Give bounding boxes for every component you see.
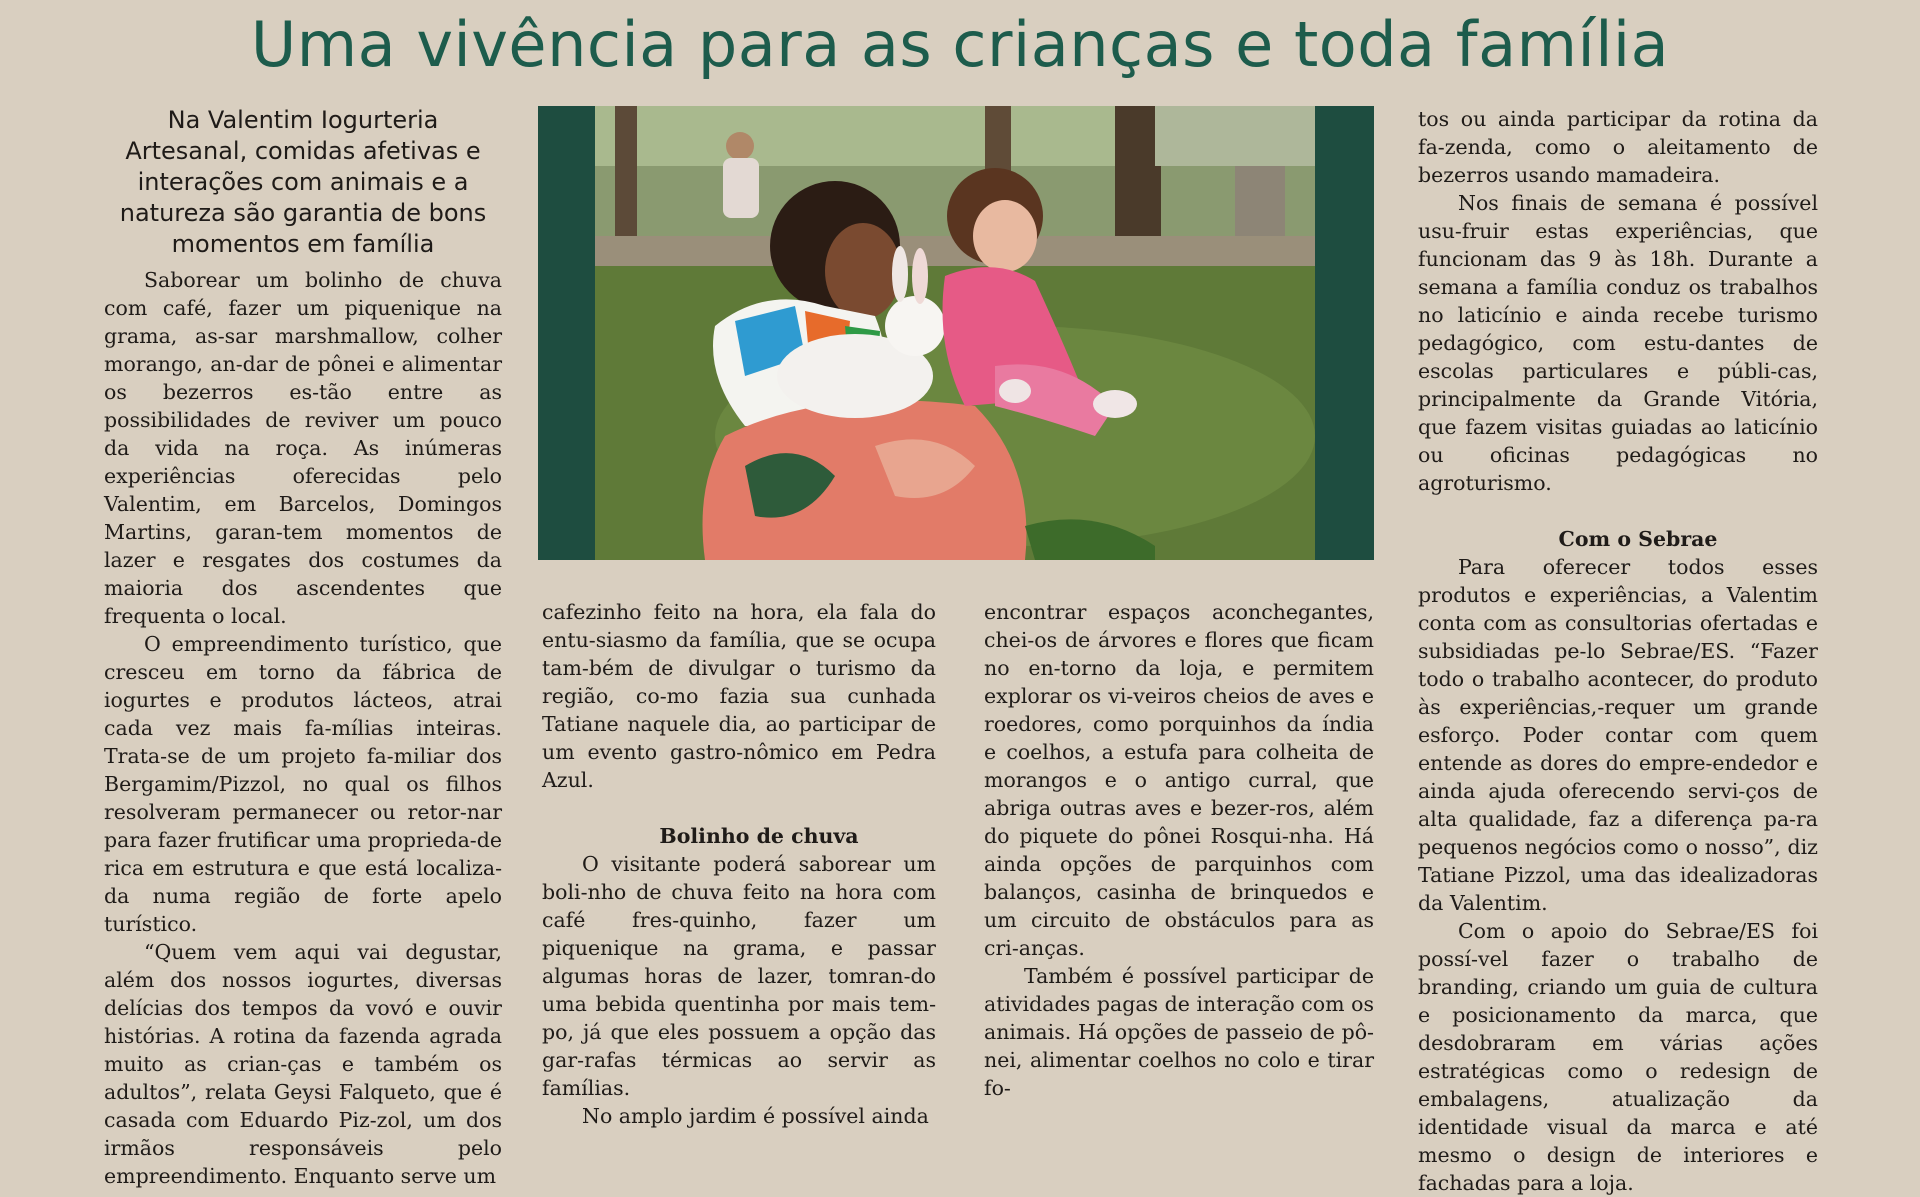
paragraph: encontrar espaços aconchegantes, chei-os de árvores e flores que ficam no en-torno da loja, e permitem explorar os vi-veiros cheios de aves e roedores, como porquinhos da índia e coelhos, a estufa para colheita de morangos e o antigo curral, que abriga outras aves e bezer-ros, além do piquete do pônei Rosqui-nha. Há ainda opções de parquinhos com balanços, casinha de brinquedos e um circuito de obstáculos para as cri-anças. bbox=[984, 600, 1374, 960]
article-column-3 bbox=[984, 598, 1374, 1102]
article-column-2 bbox=[542, 598, 936, 1130]
section-subhead: Com o Sebrae bbox=[1558, 527, 1718, 551]
paragraph: Saborear um bolinho de chuva com café, fazer um piquenique na grama, as-sar marshmallow, colher morango, an-dar de pônei e alimentar os bezerros es-tão entre as possibilidades de reviver um pouco da vida na roça. As inúmeras experiências oferecidas pelo Valentim, em Barcelos, Domingos Martins, garan-tem momentos de lazer e resgates dos costumes da maioria dos ascendentes que frequenta o local. bbox=[104, 268, 502, 628]
article-column-1 bbox=[104, 105, 502, 1190]
paragraph: Também é possível participar de atividades pagas de interação com os animais. Há opções de passeio de pô-nei, alimentar coelhos no colo e tirar fo- bbox=[984, 964, 1374, 1100]
article-photo bbox=[538, 106, 1374, 560]
article-column-4 bbox=[1418, 105, 1818, 1197]
section-subhead: Bolinho de chuva bbox=[659, 824, 859, 848]
paragraph: O empreendimento turístico, que cresceu em torno da fábrica de iogurtes e produtos lácteos, atrai cada vez mais fa-mílias inteiras. Trata-se de um projeto fa-miliar dos Bergamim/Pizzol, no qual os filhos resolveram permanecer ou retor-nar para fazer frutificar uma proprieda-de rica em estrutura e que está localiza-da numa região de forte apelo turístico. bbox=[104, 632, 502, 936]
children-with-rabbit-photo bbox=[595, 106, 1315, 560]
page-title: Uma vivência para as crianças e toda família bbox=[250, 8, 1670, 81]
paragraph: Para oferecer todos esses produtos e experiências, a Valentim conta com as consultorias ofertadas e subsidiadas pe-lo Sebrae/ES. “Fazer todo o trabalho acontecer, do produto às experiências,-requer um grande esforço. Poder contar com quem entende as dores do empre-endedor e ainda ajuda oferecendo servi-ços de alta qualidade, faz a diferença pa-ra pequenos negócios como o nosso”, diz Tatiane Pizzol, uma das idealizadoras da Valentim. bbox=[1418, 555, 1818, 915]
paragraph: tos ou ainda participar da rotina da fa-zenda, como o aleitamento de bezerros usando mamadeira. bbox=[1418, 107, 1818, 187]
paragraph: cafezinho feito na hora, ela fala do entu-siasmo da família, que se ocupa tam-bém de divulgar o turismo da região, co-mo fazia sua cunhada Tatiane naquele dia, ao participar de um evento gastro-nômico em Pedra Azul. bbox=[542, 600, 936, 792]
paragraph: No amplo jardim é possível ainda bbox=[582, 1104, 929, 1128]
paragraph: Nos finais de semana é possível usu-fruir estas experiências, que funcionam das 9 às 18h. Durante a semana a família conduz os trabalhos no laticínio e ainda recebe turismo pedagógico, com estu-dantes de escolas particulares e públi-cas, principalmente da Grande Vitória, que fazem visitas guiadas ao laticínio ou oficinas pedagógicas no agroturismo. bbox=[1418, 191, 1818, 495]
paragraph: Com o apoio do Sebrae/ES foi possí-vel fazer o trabalho de branding, criando um guia de cultura e posicionamento da marca, que desdobraram em várias ações estratégicas como o redesign de embalagens, atualização da identidade visual da marca e até mesmo o design de interiores e fachadas para a loja. bbox=[1418, 919, 1818, 1195]
paragraph: O visitante poderá saborear um boli-nho de chuva feito na hora com café fres-quinho, fazer um piquenique na grama, e passar algumas horas de lazer, tomran-do uma bebida quentinha por mais tem-po, já que eles possuem a opção das gar-rafas térmicas ao servir as famílias. bbox=[542, 852, 936, 1100]
article-deck: Na Valentim Iogurteria Artesanal, comidas afetivas e interações com animais e a natureza são garantia de bons momentos em família bbox=[119, 106, 487, 258]
paragraph: “Quem vem aqui vai degustar, além dos nossos iogurtes, diversas delícias dos tempos da vovó e ouvir histórias. A rotina da fazenda agrada muito as crian-ças e também os adultos”, relata Geysi Falqueto, que é casada com Eduardo Piz-zol, um dos irmãos responsáveis pelo empreendimento. Enquanto serve um bbox=[104, 940, 502, 1188]
